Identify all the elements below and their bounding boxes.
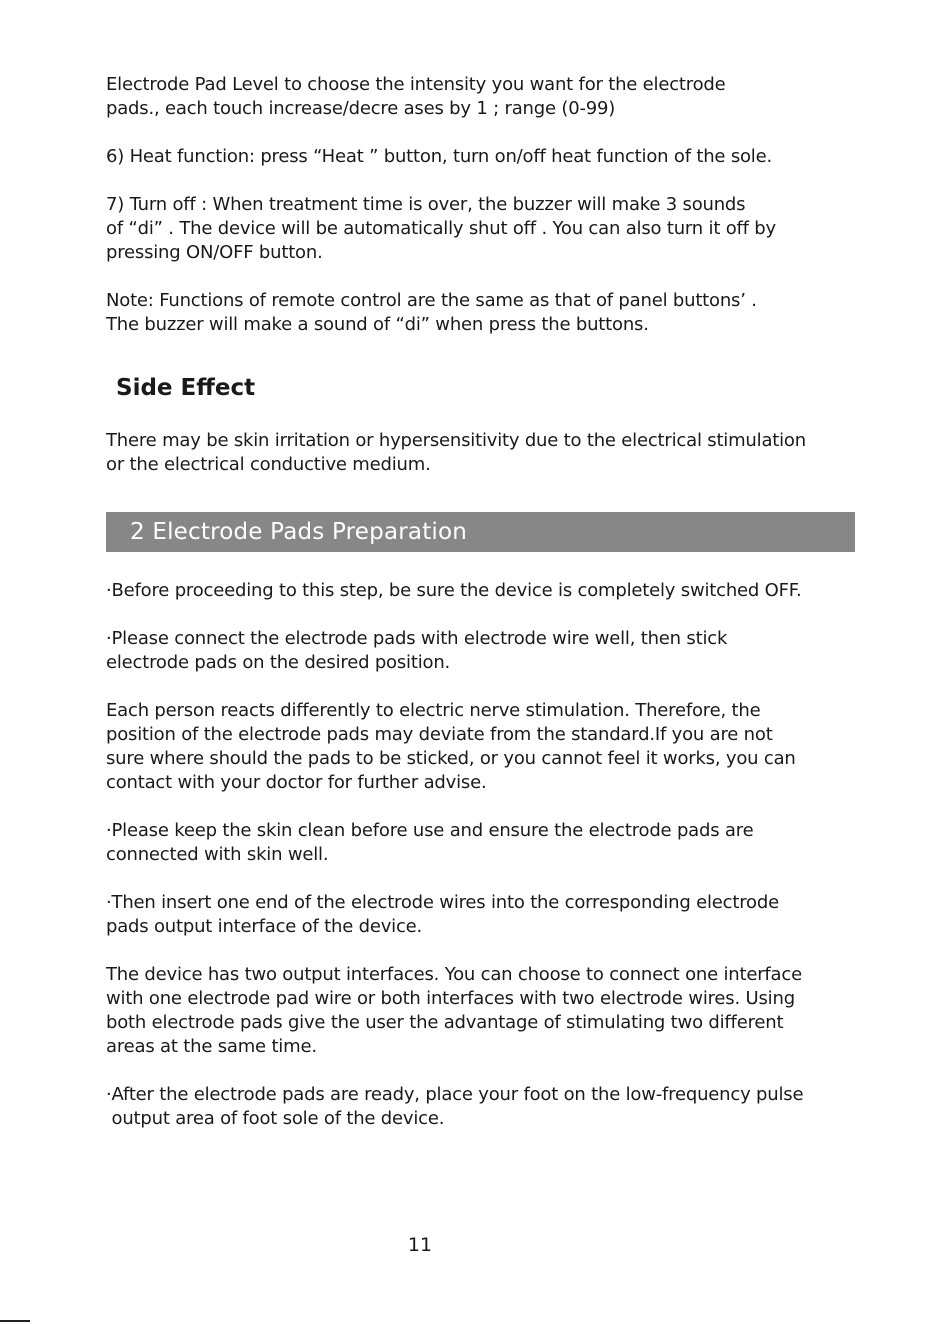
turn-off-paragraph [106, 193, 866, 265]
prep-paragraph-4 [106, 819, 866, 867]
paragraph-line: Each person reacts differently to electric nerve stimulation. Therefore, the [106, 700, 761, 721]
top-content [106, 73, 866, 501]
paragraph-line: Note: Functions of remote control are the same as that of panel buttons’ . [106, 290, 757, 311]
paragraph-line: pressing ON/OFF button. [106, 242, 323, 263]
prep-paragraph-6 [106, 963, 866, 1059]
paragraph-line: sure where should the pads to be sticked, or you cannot feel it works, you can [106, 748, 796, 769]
prep-paragraph-7 [106, 1083, 866, 1131]
paragraph-line: The buzzer will make a sound of “di” when press the buttons. [106, 314, 649, 335]
prep-paragraph-1 [106, 579, 866, 603]
paragraph-line: connected with skin well. [106, 844, 329, 865]
prep-paragraph-2 [106, 627, 866, 675]
pad-level-paragraph [106, 73, 866, 121]
preparation-content [106, 579, 866, 1155]
prep-paragraph-5 [106, 891, 866, 939]
paragraph-line: ·After the electrode pads are ready, place your foot on the low-frequency pulse [106, 1084, 804, 1105]
paragraph-line: or the electrical conductive medium. [106, 454, 431, 475]
paragraph-line: 7) Turn off : When treatment time is over, the buzzer will make 3 sounds [106, 194, 746, 215]
paragraph-line: contact with your doctor for further advise. [106, 772, 487, 793]
paragraph-line: The device has two output interfaces. You can choose to connect one interface [106, 964, 802, 985]
section-header-bar [106, 512, 855, 552]
paragraph-line: output area of foot sole of the device. [106, 1108, 445, 1129]
paragraph-line: ·Please connect the electrode pads with electrode wire well, then stick [106, 628, 728, 649]
paragraph-line: of “di” . The device will be automatically shut off . You can also turn it off by [106, 218, 776, 239]
paragraph-line: areas at the same time. [106, 1036, 317, 1057]
paragraph-line: both electrode pads give the user the advantage of stimulating two different [106, 1012, 784, 1033]
paragraph-line: Electrode Pad Level to choose the intensity you want for the electrode [106, 74, 726, 95]
prep-paragraph-3 [106, 699, 866, 795]
side-effect-paragraph [106, 429, 866, 477]
paragraph-line: pads., each touch increase/decre ases by 1 ; range (0-99) [106, 98, 616, 119]
paragraph-line: with one electrode pad wire or both interfaces with two electrode wires. Using [106, 988, 795, 1009]
heat-function-paragraph [106, 145, 866, 169]
paragraph-line: electrode pads on the desired position. [106, 652, 451, 673]
side-effect-heading: Side Effect [116, 375, 256, 401]
section-title: 2 Electrode Pads Preparation [130, 519, 468, 545]
page-number: 11 [407, 1234, 433, 1256]
paragraph-line: There may be skin irritation or hypersensitivity due to the electrical stimulation [106, 430, 806, 451]
paragraph-line: ·Please keep the skin clean before use and ensure the electrode pads are [106, 820, 754, 841]
paragraph-line: ·Before proceeding to this step, be sure the device is completely switched OFF. [106, 580, 802, 601]
paragraph-line: position of the electrode pads may deviate from the standard.If you are not [106, 724, 773, 745]
note-paragraph [106, 289, 866, 337]
crop-mark [0, 1320, 30, 1322]
paragraph-line: 6) Heat function: press “Heat ” button, turn on/off heat function of the sole. [106, 146, 773, 167]
paragraph-line: pads output interface of the device. [106, 916, 423, 937]
paragraph-line: ·Then insert one end of the electrode wires into the corresponding electrode [106, 892, 779, 913]
